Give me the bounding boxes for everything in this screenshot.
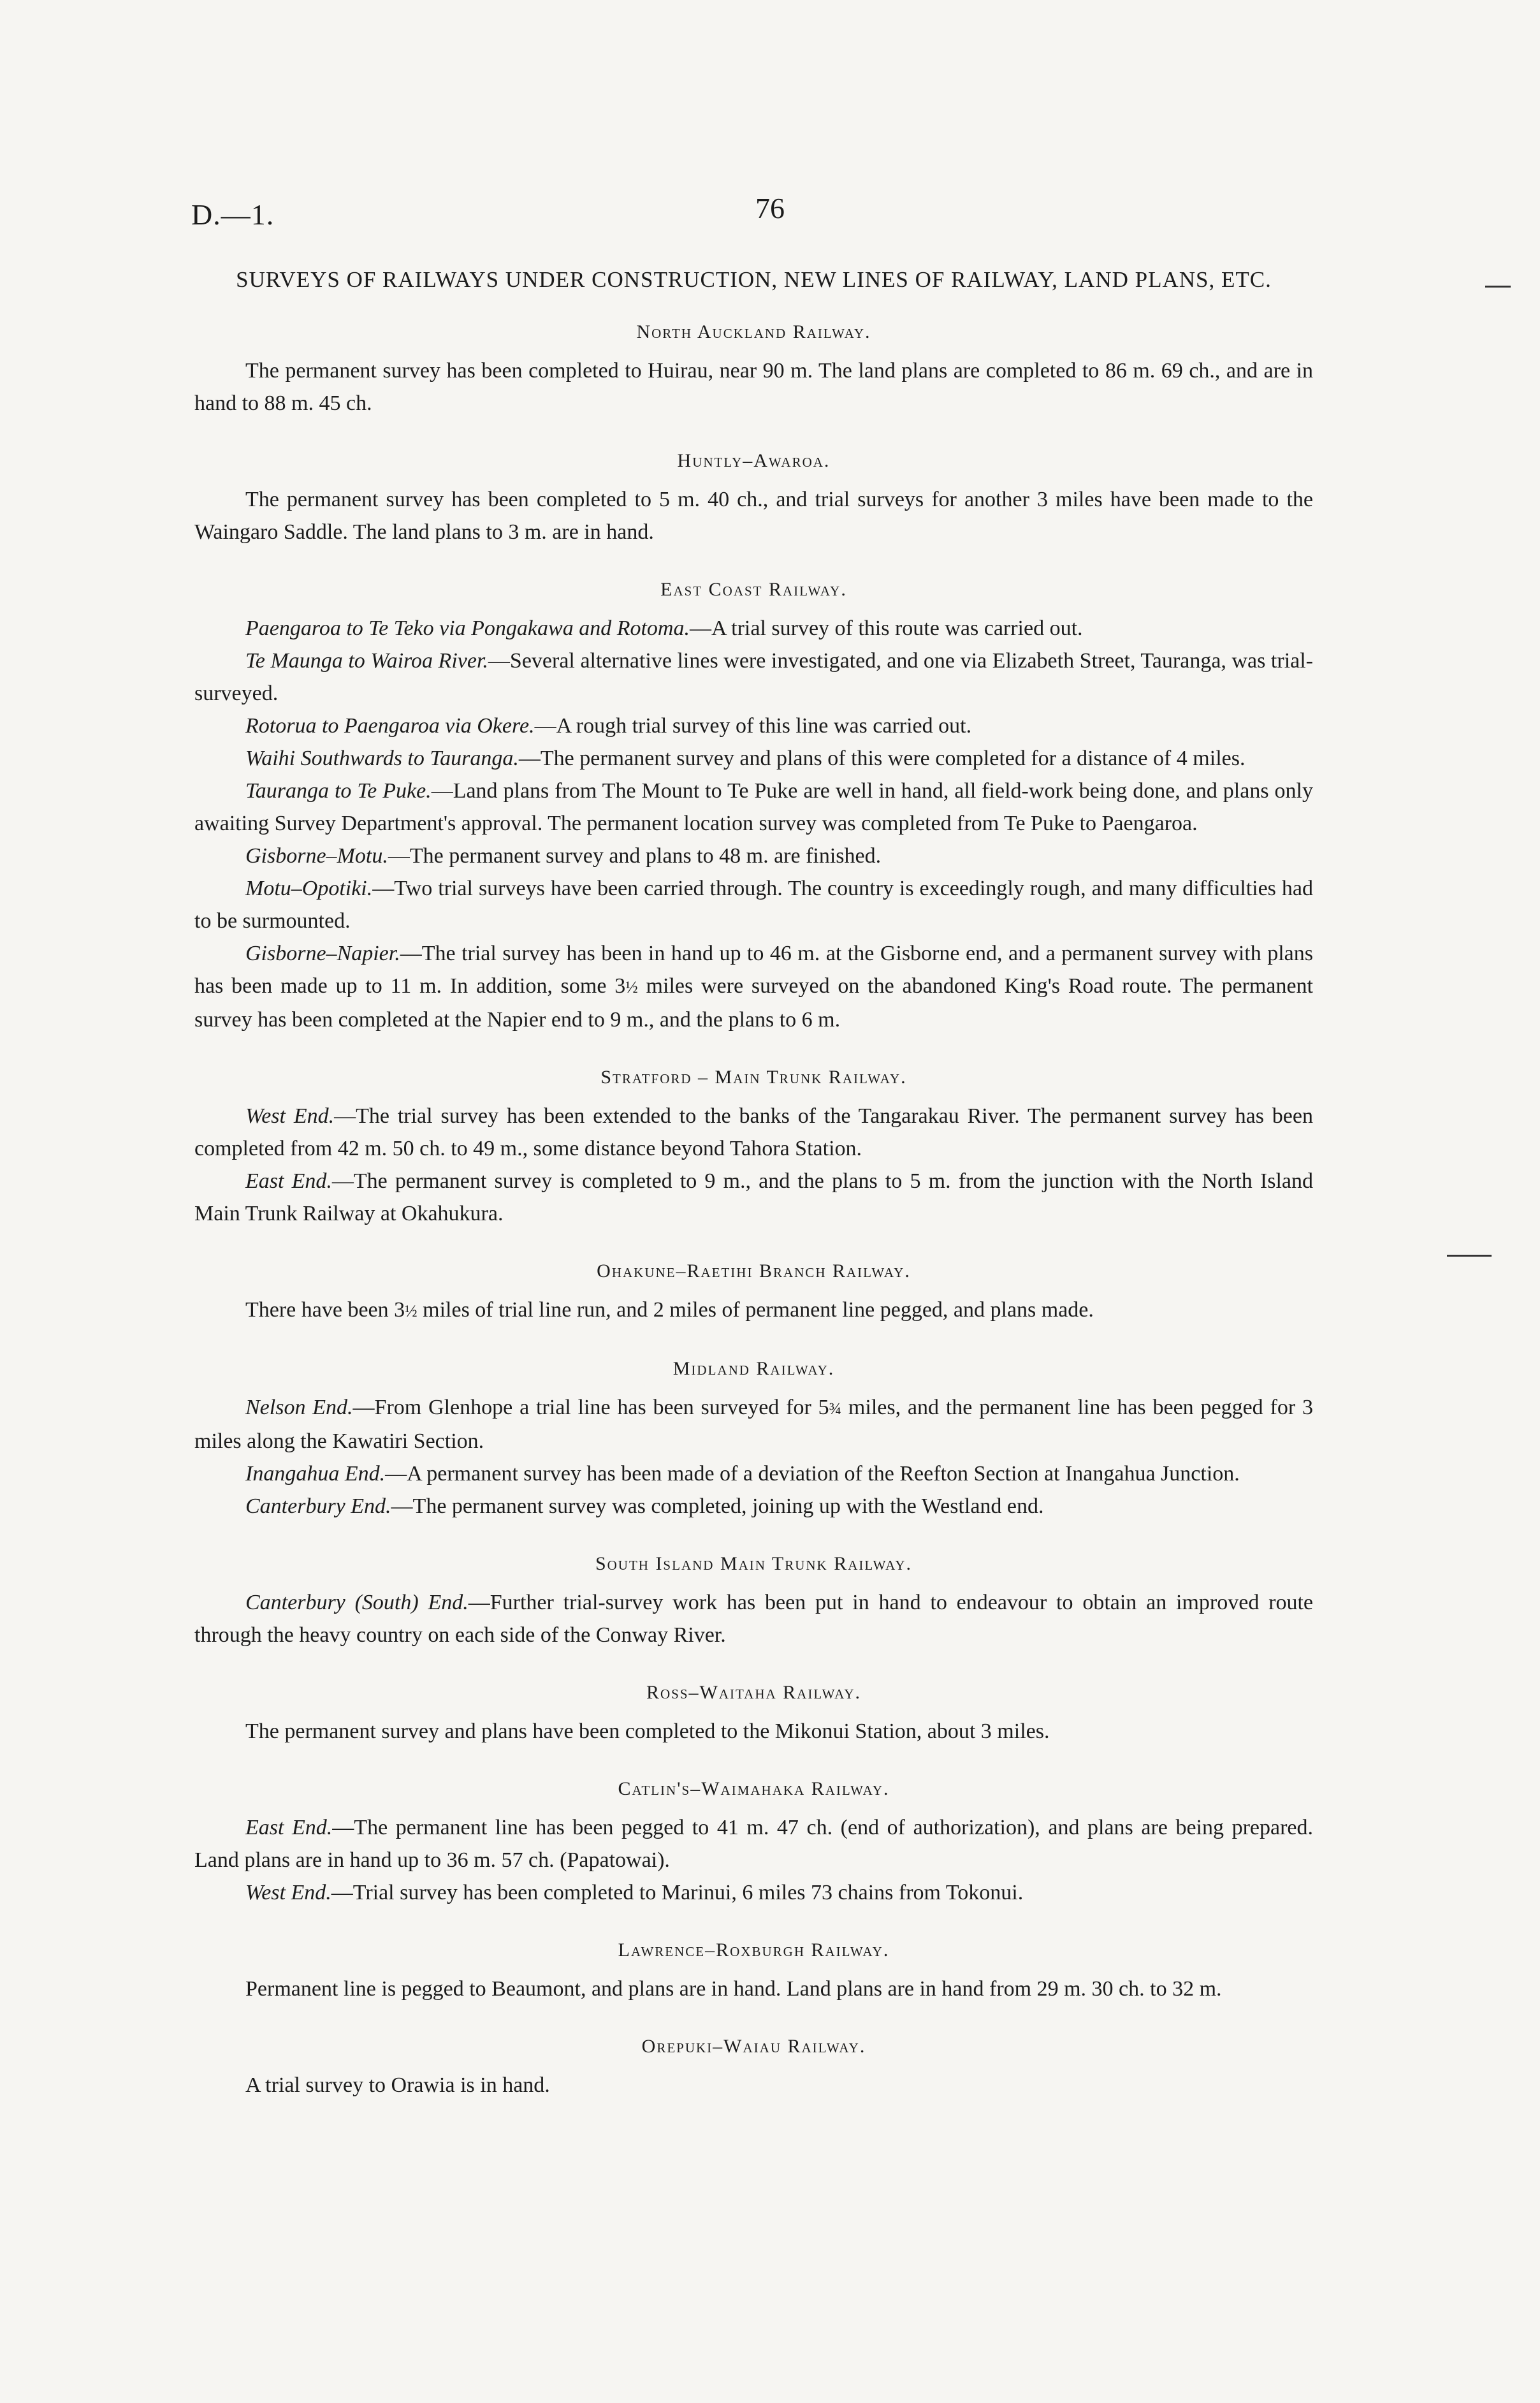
paragraph: A trial survey to Orawia is in hand. <box>245 2073 550 2097</box>
section-heading: Orepuki–Waiau Railway. <box>641 2036 866 2057</box>
paragraph: East End.—The permanent line has been pegged to 41 m. 47 ch. (end of authorization), and plans are being prepared. Land plans are in hand up to 36 m. 57 ch. (Papatowai). <box>194 1816 1313 1872</box>
paragraph: Gisborne–Napier.—The trial survey has been in hand up to 46 m. at the Gisborne end, and a permanent survey with plans has been made up to 11 m. In addition, some 3½ miles were surveyed on the abandoned King's Road route. The permanent survey has been completed at the Napier end to 9 m., and the plans to 6 m. <box>194 942 1313 1032</box>
section-heading: East Coast Railway. <box>660 579 847 600</box>
paragraph: West End.—Trial survey has been completed to Marinui, 6 miles 73 chains from Tokonui. <box>245 1881 1024 1904</box>
paragraph: The permanent survey has been completed to 5 m. 40 ch., and trial surveys for another 3 miles have been made to the Waingaro Saddle. The land plans to 3 m. are in hand. <box>194 488 1313 544</box>
section-heading: Ross–Waitaha Railway. <box>646 1682 861 1703</box>
paragraph: Paengaroa to Te Teko via Pongakawa and Rotoma.—A trial survey of this route was carried out. <box>245 617 1083 640</box>
paragraph: Rotorua to Paengaroa via Okere.—A rough trial survey of this line was carried out. <box>245 714 972 738</box>
section-huntly-awaroa <box>194 450 1313 548</box>
paragraph: Canterbury End.—The permanent survey was completed, joining up with the Westland end. <box>245 1494 1044 1518</box>
section-heading: Ohakune–Raetihi Branch Railway. <box>597 1260 911 1282</box>
section-catlins-waimahaka <box>194 1778 1313 1909</box>
page-header <box>191 191 1349 242</box>
section-heading: Midland Railway. <box>672 1358 835 1379</box>
paragraph: West End.—The trial survey has been extended to the banks of the Tangarakau River. The permanent survey has been completed from 42 m. 50 ch. to 49 m., some distance beyond Tahora Station. <box>194 1104 1313 1160</box>
paragraph: Nelson End.—From Glenhope a trial line has been surveyed for 5¾ miles, and the permanent line has been pegged for 3 miles along the Kawatiri Section. <box>194 1396 1313 1453</box>
section-ohakune-raetihi <box>194 1260 1313 1327</box>
section-heading: Huntly–Awaroa. <box>677 450 831 471</box>
section-heading: North Auckland Railway. <box>636 321 871 342</box>
paragraph: The permanent survey has been completed to Huirau, near 90 m. The land plans are completed to 86 m. 69 ch., and are in hand to 88 m. 45 ch. <box>194 359 1313 415</box>
section-heading: Catlin's–Waimahaka Railway. <box>618 1778 890 1799</box>
paragraph: The permanent survey and plans have been completed to the Mikonui Station, about 3 miles. <box>245 1720 1050 1743</box>
paragraph: Te Maunga to Wairoa River.—Several alternative lines were investigated, and one via Elizabeth Street, Tauranga, was trial-surveyed. <box>194 649 1314 705</box>
paragraph: Gisborne–Motu.—The permanent survey and plans to 48 m. are finished. <box>245 844 882 868</box>
section-stratford-main-trunk <box>194 1067 1313 1230</box>
section-lawrence-roxburgh <box>194 1939 1313 2005</box>
margin-mark <box>1485 286 1511 288</box>
paragraph: Waihi Southwards to Tauranga.—The permanent survey and plans of this were completed for a distance of 4 miles. <box>245 747 1246 770</box>
paragraph: Inangahua End.—A permanent survey has been made of a deviation of the Reefton Section at Inangahua Junction. <box>245 1462 1240 1486</box>
margin-mark <box>1447 1255 1492 1257</box>
section-midland <box>194 1358 1313 1523</box>
paragraph: Canterbury (South) End.—Further trial-survey work has been put in hand to endeavour to obtain an improved route through the heavy country on each side of the Conway River. <box>194 1591 1313 1647</box>
page-title: SURVEYS OF RAILWAYS UNDER CONSTRUCTION, NEW LINES OF RAILWAY, LAND PLANS, ETC. <box>236 267 1272 292</box>
paragraph: East End.—The permanent survey is completed to 9 m., and the plans to 5 m. from the junction with the North Island Main Trunk Railway at Okahukura. <box>194 1169 1313 1225</box>
section-orepuki-waiau <box>194 2036 1313 2101</box>
page-content <box>194 267 1313 2132</box>
document-reference: D.—1. <box>191 198 275 231</box>
section-ross-waitaha <box>194 1682 1313 1748</box>
section-heading: Lawrence–Roxburgh Railway. <box>618 1939 890 1961</box>
section-north-auckland <box>194 321 1313 420</box>
section-heading: South Island Main Trunk Railway. <box>595 1553 913 1574</box>
paragraph: Tauranga to Te Puke.—Land plans from The Mount to Te Puke are well in hand, all field-work being done, and plans only awaiting Survey Department's approval. The permanent location survey was completed from Te Puke to Paengaroa. <box>194 779 1313 835</box>
paragraph: Motu–Opotiki.—Two trial surveys have been carried through. The country is exceedingly rough, and many difficulties had to be surmounted. <box>194 877 1313 933</box>
section-south-island-main-trunk <box>194 1553 1313 1651</box>
section-east-coast <box>194 579 1313 1036</box>
paragraph: There have been 3½ miles of trial line run, and 2 miles of permanent line pegged, and plans made. <box>245 1298 1094 1322</box>
section-heading: Stratford – Main Trunk Railway. <box>600 1067 907 1088</box>
paragraph: Permanent line is pegged to Beaumont, and plans are in hand. Land plans are in hand from 29 m. 30 ch. to 32 m. <box>245 1977 1222 2001</box>
page-number: 76 <box>755 192 785 224</box>
